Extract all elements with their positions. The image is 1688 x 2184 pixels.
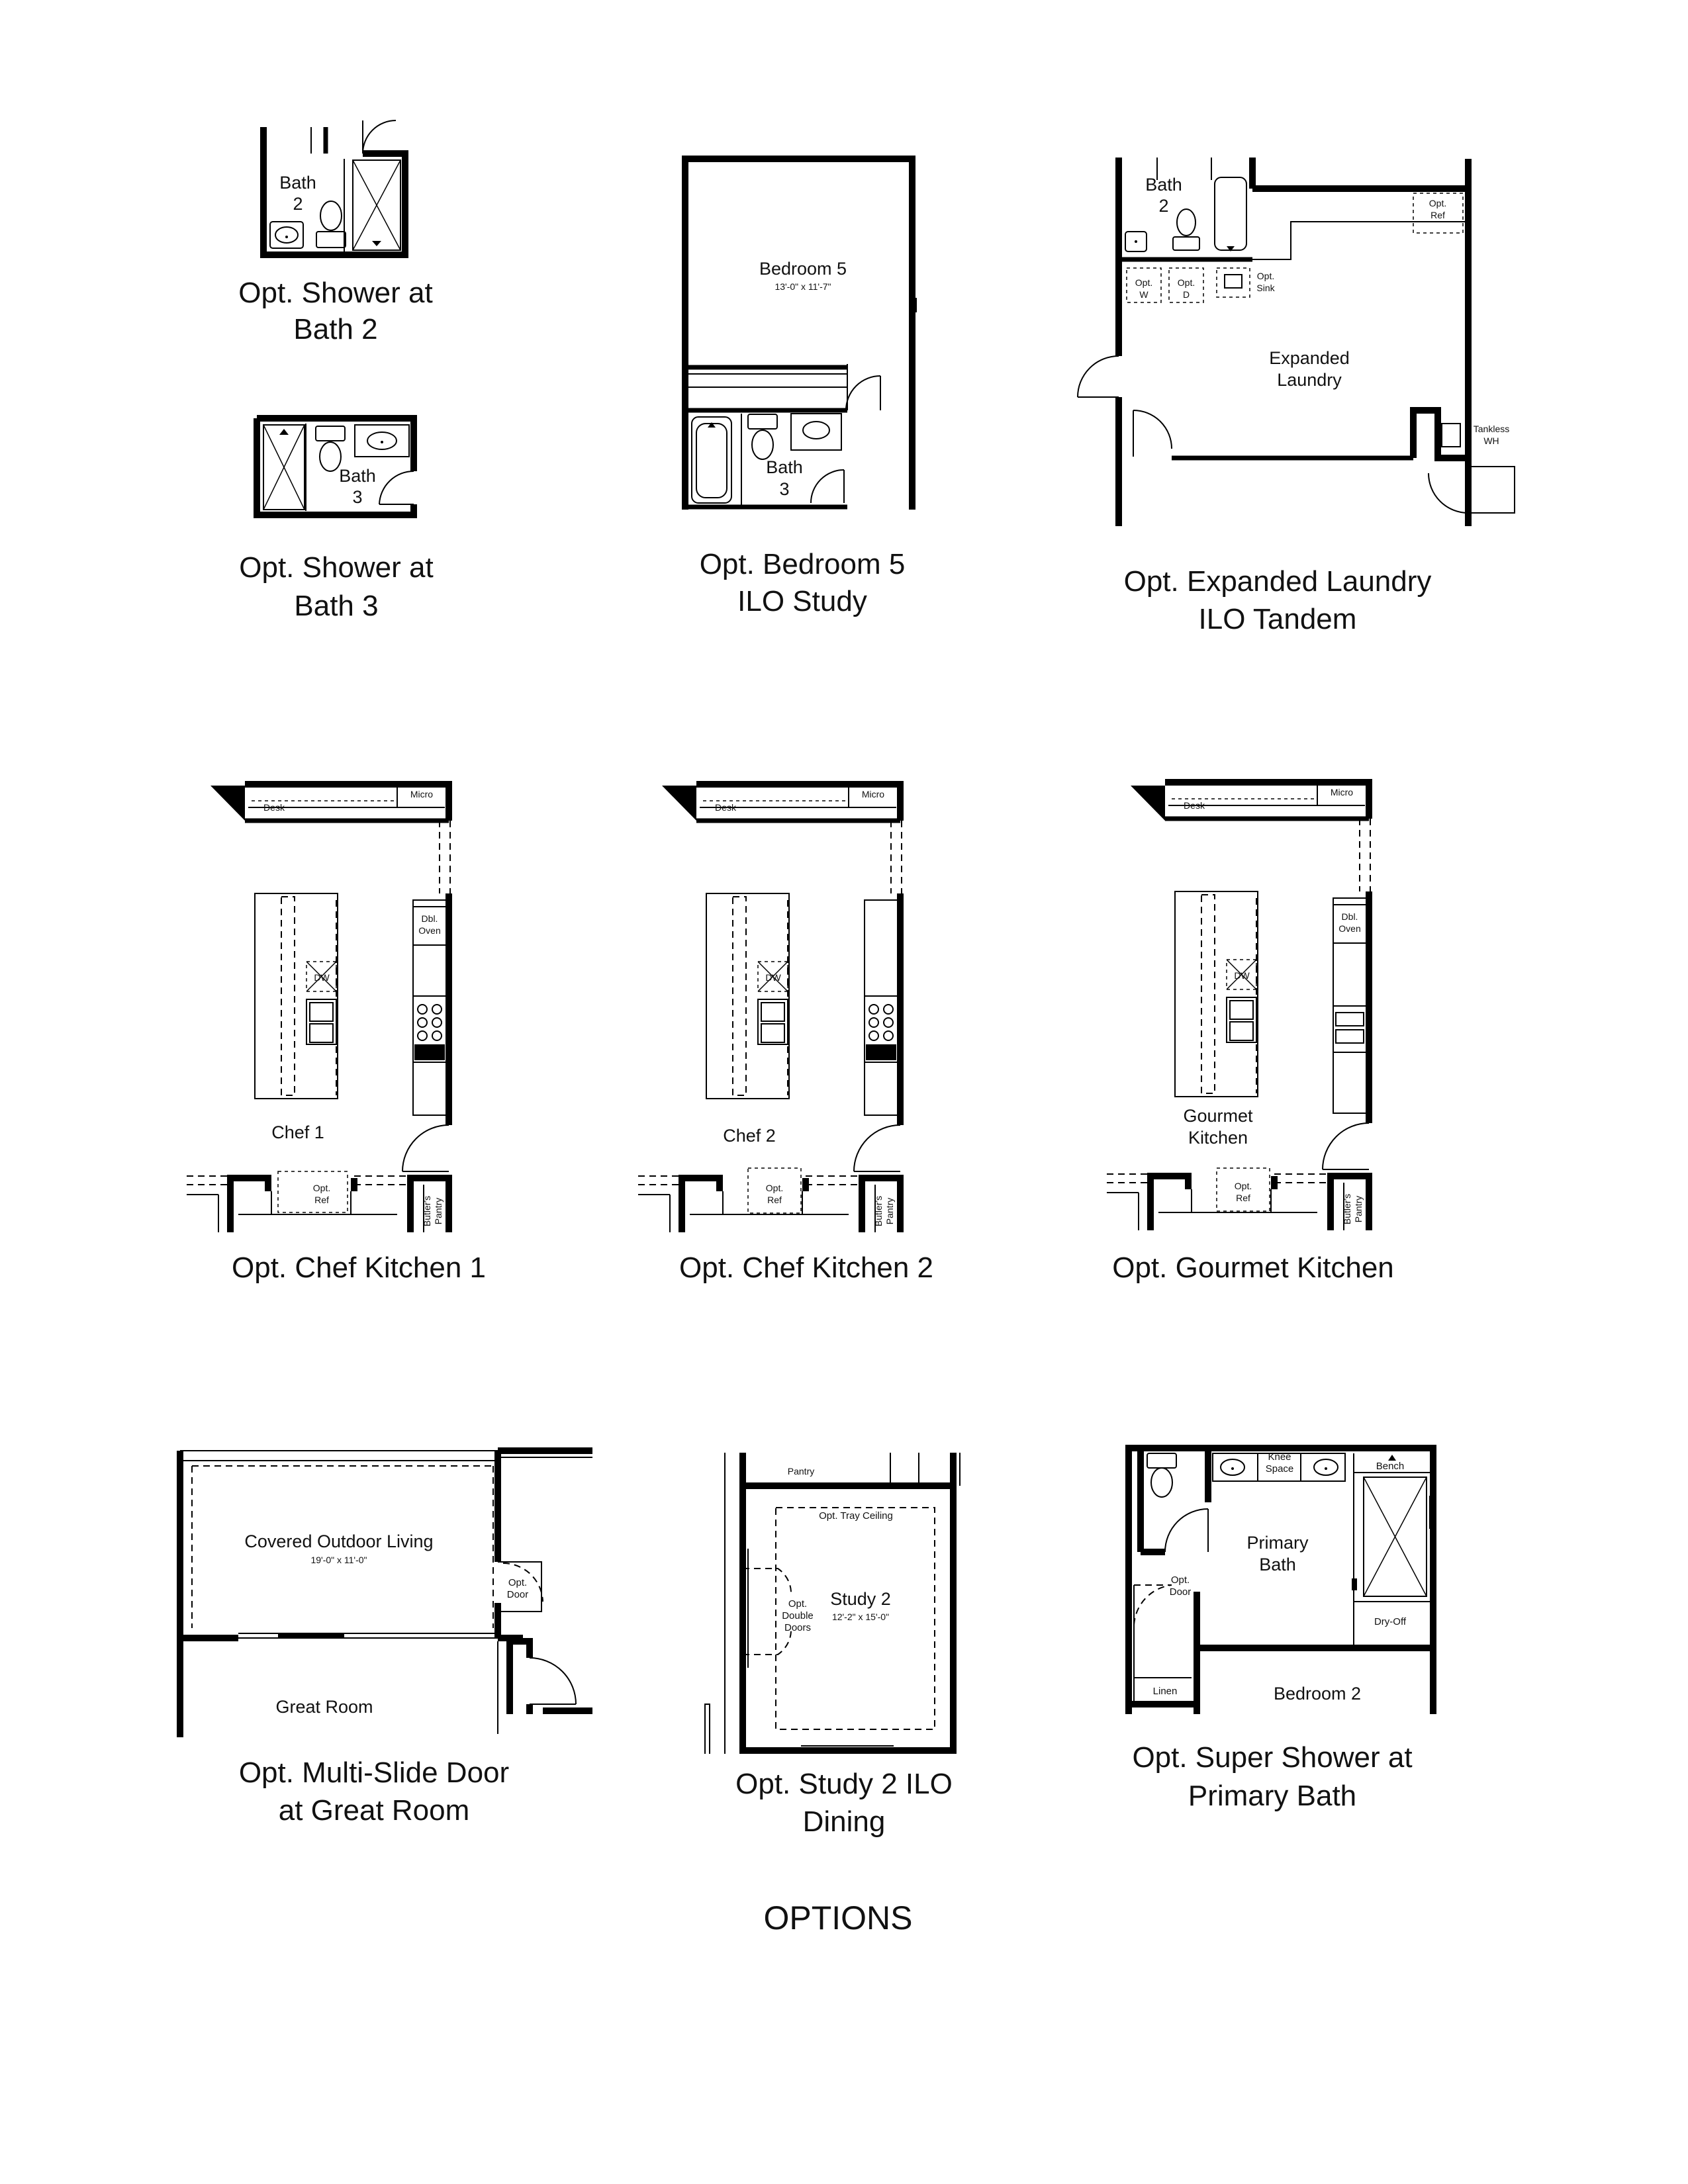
chef2-pantry-line1: Butler's [873,1195,884,1227]
caption-study2-line1: Opt. Study 2 ILO [735,1768,953,1800]
gourmet-oven-line2: Oven [1338,923,1361,934]
chef2-dishwasher-label: DW [765,972,781,983]
chef1-pantry-line2: Pantry [433,1197,444,1225]
bath2-room-number: 2 [293,194,303,214]
laundry-opt-washer-line2: W [1139,289,1149,300]
laundry-opt-ref-line1: Opt. [1429,198,1447,208]
chef1-ref-line1: Opt. [312,1183,331,1193]
gourmet-desk-label: Desk [1184,800,1205,811]
multislide-opt-door-line1: Opt. [508,1577,528,1588]
laundry-tankless-line2: WH [1483,435,1499,446]
laundry-opt-sink-line2: Sink [1256,283,1275,293]
panel-multi-slide-door [180,1451,592,1827]
gourmet-oven-line1: Dbl. [1341,911,1358,922]
super-shower-knee-space-line1: Knee [1268,1451,1291,1463]
super-shower-knee-space-line2: Space [1265,1463,1294,1475]
panel-laundry [1078,158,1515,635]
panel-bedroom5 [685,159,917,617]
gourmet-micro-label: Micro [1330,787,1354,797]
laundry-room-label-line2: Laundry [1277,370,1342,390]
bedroom2-room-label: Bedroom 2 [1273,1684,1362,1704]
caption-shower-bath3-line1: Opt. Shower at [239,551,434,584]
caption-bedroom5-line1: Opt. Bedroom 5 [699,548,906,580]
bath3-room-number: 3 [352,487,363,507]
chef2-ref-line1: Opt. [765,1183,784,1193]
caption-super-shower-line2: Primary Bath [1188,1780,1357,1812]
laundry-opt-dryer-line1: Opt. [1177,277,1196,288]
study2-room-label: Study 2 [830,1589,891,1609]
bedroom5-dimensions: 13'-0" x 11'-7" [774,281,831,292]
laundry-opt-dryer-line2: D [1182,289,1190,300]
caption-study2-line2: Dining [802,1805,886,1838]
great-room-label: Great Room [275,1697,373,1717]
caption-chef-kitchen-2: Opt. Chef Kitchen 2 [679,1251,933,1284]
super-shower-linen-label: Linen [1152,1686,1178,1697]
chef2-room-label: Chef 2 [723,1126,776,1146]
study2-opt-doors-line2: Double [782,1610,814,1621]
chef1-room-label: Chef 1 [271,1122,324,1142]
primary-bath-room-label-line2: Bath [1259,1555,1296,1574]
bath3-room-label: Bath [339,466,376,486]
chef1-oven-line2: Oven [418,925,441,936]
chef2-pantry-line2: Pantry [884,1197,895,1225]
caption-shower-bath2-line2: Bath 2 [293,313,378,345]
gourmet-ref-line2: Ref [1236,1193,1250,1203]
panel-super-shower [1129,1448,1433,1812]
chef1-desk-label: Desk [263,802,285,813]
panel-shower-bath2 [238,120,432,345]
laundry-opt-ref-line2: Ref [1430,210,1445,220]
super-shower-opt-door-line2: Door [1169,1586,1192,1598]
study2-pantry-label: Pantry [787,1466,815,1477]
gourmet-ref-line1: Opt. [1234,1181,1252,1191]
super-shower-bench-label: Bench [1376,1461,1405,1472]
chef1-micro-label: Micro [410,789,434,799]
chef1-dishwasher-label: DW [314,972,330,983]
bedroom5-room-label: Bedroom 5 [759,259,847,279]
laundry-room-label-line1: Expanded [1269,348,1350,368]
caption-chef-kitchen-1: Opt. Chef Kitchen 1 [232,1251,486,1284]
chef2-micro-label: Micro [861,789,885,799]
study2-tray-ceiling-label: Opt. Tray Ceiling [819,1510,893,1522]
caption-laundry-line2: ILO Tandem [1198,603,1357,635]
page-title: OPTIONS [763,1899,913,1936]
super-shower-dry-off-label: Dry-Off [1374,1616,1407,1627]
outdoor-living-dimensions: 19'-0" x 11'-0" [310,1555,367,1565]
laundry-tankless-line1: Tankless [1473,424,1510,434]
laundry-bath-number: 2 [1158,196,1169,216]
caption-bedroom5-line2: ILO Study [737,585,867,617]
chef1-pantry-line1: Butler's [422,1195,432,1227]
caption-multislide-line2: at Great Room [278,1794,470,1827]
chef1-ref-line2: Ref [314,1195,329,1205]
multislide-opt-door-line2: Door [506,1589,529,1600]
caption-super-shower-line1: Opt. Super Shower at [1132,1741,1413,1774]
panel-chef-kitchen-1 [187,784,486,1284]
gourmet-pantry-line2: Pantry [1353,1195,1364,1223]
laundry-opt-washer-line1: Opt. [1135,277,1153,288]
primary-bath-room-label-line1: Primary [1246,1533,1309,1553]
caption-shower-bath2-line1: Opt. Shower at [238,277,433,309]
study2-opt-doors-line3: Doors [784,1622,812,1633]
chef2-desk-label: Desk [715,802,736,813]
caption-gourmet-kitchen: Opt. Gourmet Kitchen [1112,1251,1394,1284]
chef2-ref-line2: Ref [767,1195,782,1205]
caption-shower-bath3-line2: Bath 3 [294,590,379,622]
laundry-bath-label: Bath [1145,175,1182,195]
panel-study2 [705,1453,960,1838]
gourmet-room-label-line2: Kitchen [1188,1128,1248,1148]
caption-laundry-line1: Opt. Expanded Laundry [1123,565,1432,598]
gourmet-dishwasher-label: DW [1234,970,1250,981]
outdoor-living-room-label: Covered Outdoor Living [244,1531,434,1551]
gourmet-room-label-line1: Gourmet [1183,1106,1253,1126]
bedroom5-bath-label: Bath [766,457,803,477]
study2-opt-doors-line1: Opt. [788,1598,808,1610]
chef1-oven-line1: Dbl. [421,913,438,924]
bedroom5-bath-number: 3 [779,479,790,499]
super-shower-opt-door-line1: Opt. [1170,1574,1190,1586]
panel-shower-bath3 [239,418,433,622]
study2-dimensions: 12'-2" x 15'-0" [831,1612,890,1622]
caption-multislide-line1: Opt. Multi-Slide Door [238,1756,510,1789]
gourmet-pantry-line1: Butler's [1342,1193,1352,1225]
panel-chef-kitchen-2 [638,784,933,1284]
bath2-room-label: Bath [279,173,316,193]
panel-gourmet-kitchen [1107,782,1394,1284]
laundry-opt-sink-line1: Opt. [1256,271,1275,281]
